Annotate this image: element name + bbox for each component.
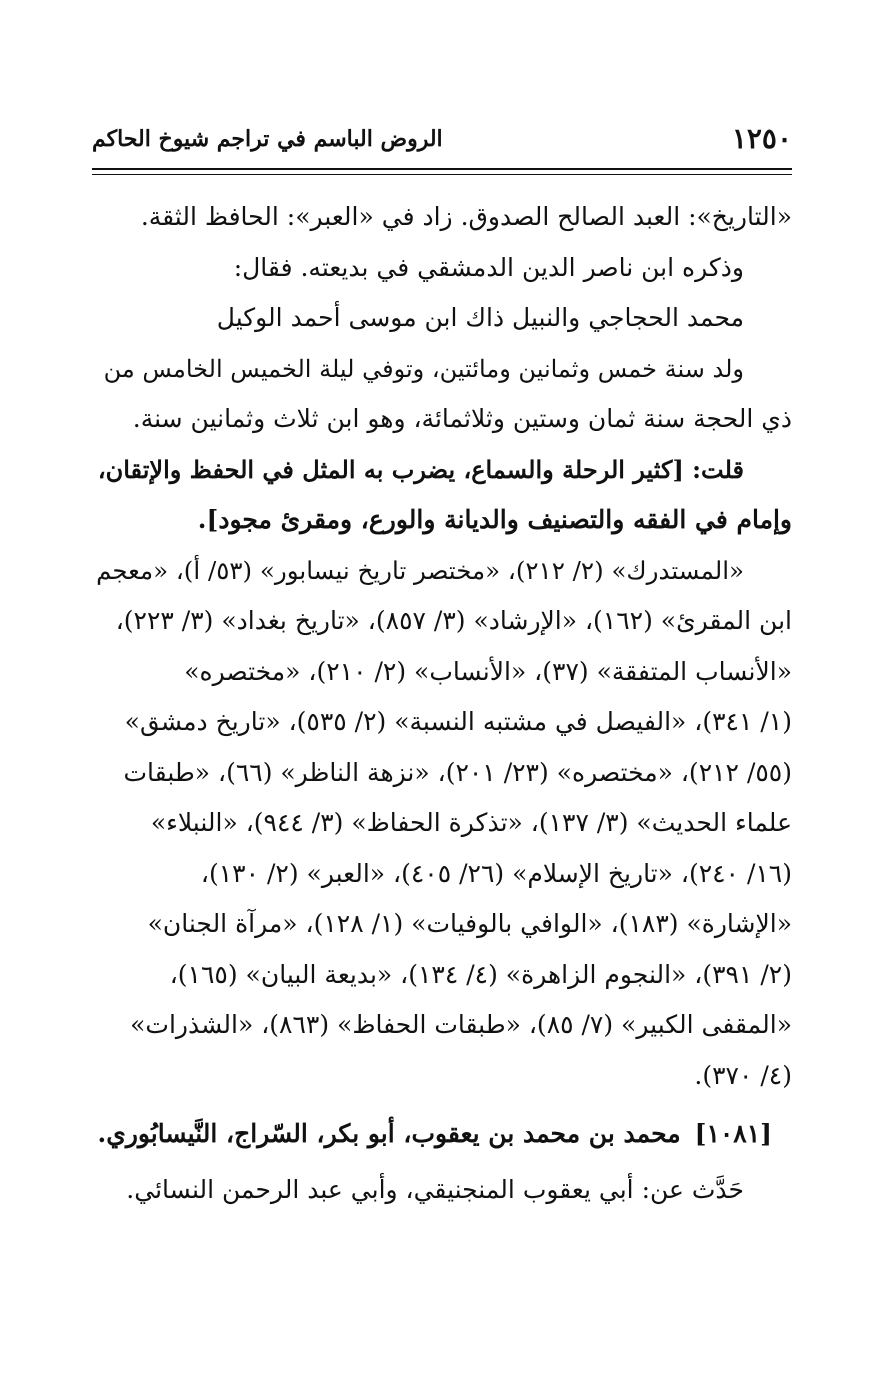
- entry-narration: حَدَّث عن: أبي يعقوب المنجنيقي، وأبي عبد الرحمن النسائي.: [126, 1175, 744, 1204]
- sources-line: «الإشارة» (١٨٣)، «الوافي بالوفيات» (١/ ١٢٨)، «مرآة الجنان»: [147, 909, 792, 938]
- entry-number: [١٠٨١]: [694, 1119, 772, 1148]
- author-note-line: قلت: [كثير الرحلة والسماع، يضرب به المثل في الحفظ والإتقان،: [97, 454, 744, 484]
- header-rule-thick: [92, 168, 792, 170]
- sources-line: «المقفى الكبير» (٧/ ٨٥)، «طبقات الحفاظ» (٨٦٣)، «الشذرات»: [130, 1010, 792, 1039]
- text-line: ذي الحجة سنة ثمان وستين وثلاثمائة، وهو ابن ثلاث وثمانين سنة.: [132, 404, 792, 433]
- sources-line: (٢/ ٣٩١)، «النجوم الزاهرة» (٤/ ١٣٤)، «بديعة البيان» (١٦٥)،: [169, 959, 792, 989]
- author-note-line: وإمام في الفقه والتصنيف والديانة والورع، ومقرئ مجود].: [197, 505, 792, 534]
- page-number: ١٢٥٠: [731, 122, 792, 155]
- main-text: [92, 192, 792, 1101]
- sources-line: «المستدرك» (٢/ ٢١٢)، «مختصر تاريخ نيسابور» (٥٣/ أ)، «معجم: [96, 555, 744, 585]
- sources-line: ابن المقرئ» (١٦٢)، «الإرشاد» (٣/ ٨٥٧)، «تاريخ بغداد» (٣/ ٢٢٣)،: [115, 606, 792, 635]
- running-title: الروض الباسم في تراجم شيوخ الحاكم: [92, 126, 443, 152]
- entry-name: محمد بن محمد بن يعقوب، أبو بكر، السّراج، النَّيسابُوري.: [97, 1119, 681, 1148]
- sources-line: (٤/ ٣٧٠).: [694, 1060, 792, 1090]
- header-rule-thin: [92, 174, 792, 175]
- sources-line: «الأنساب المتفقة» (٣٧)، «الأنساب» (٢/ ٢١٠)، «مختصره»: [184, 656, 792, 686]
- sources-line: (١٦/ ٢٤٠)، «تاريخ الإسلام» (٢٦/ ٤٠٥)، «العبر» (٢/ ١٣٠)،: [200, 858, 792, 888]
- text-line: وذكره ابن ناصر الدين الدمشقي في بديعته. فقال:: [233, 252, 744, 282]
- text-line: «التاريخ»: العبد الصالح الصدوق. زاد في «العبر»: الحافظ الثقة.: [140, 202, 792, 231]
- text-line: ولد سنة خمس وثمانين ومائتين، وتوفي ليلة الخميس الخامس من: [103, 354, 744, 383]
- biography-entry: [92, 1106, 792, 1218]
- entry-heading: [92, 1106, 792, 1162]
- verse-line: محمد الحجاجي والنبيل ذاك ابن موسى أحمد الوكيل: [216, 303, 744, 332]
- sources-line: علماء الحديث» (٣/ ١٣٧)، «تذكرة الحفاظ» (٣/ ٩٤٤)، «النبلاء»: [150, 808, 792, 837]
- page-header: [92, 118, 792, 166]
- sources-line: (٥٥/ ٢١٢)، «مختصره» (٢٣/ ٢٠١)، «نزهة الناظر» (٦٦)، «طبقات: [123, 757, 792, 787]
- sources-line: (١/ ٣٤١)، «الفيصل في مشتبه النسبة» (٢/ ٥٣٥)، «تاريخ دمشق»: [124, 707, 792, 736]
